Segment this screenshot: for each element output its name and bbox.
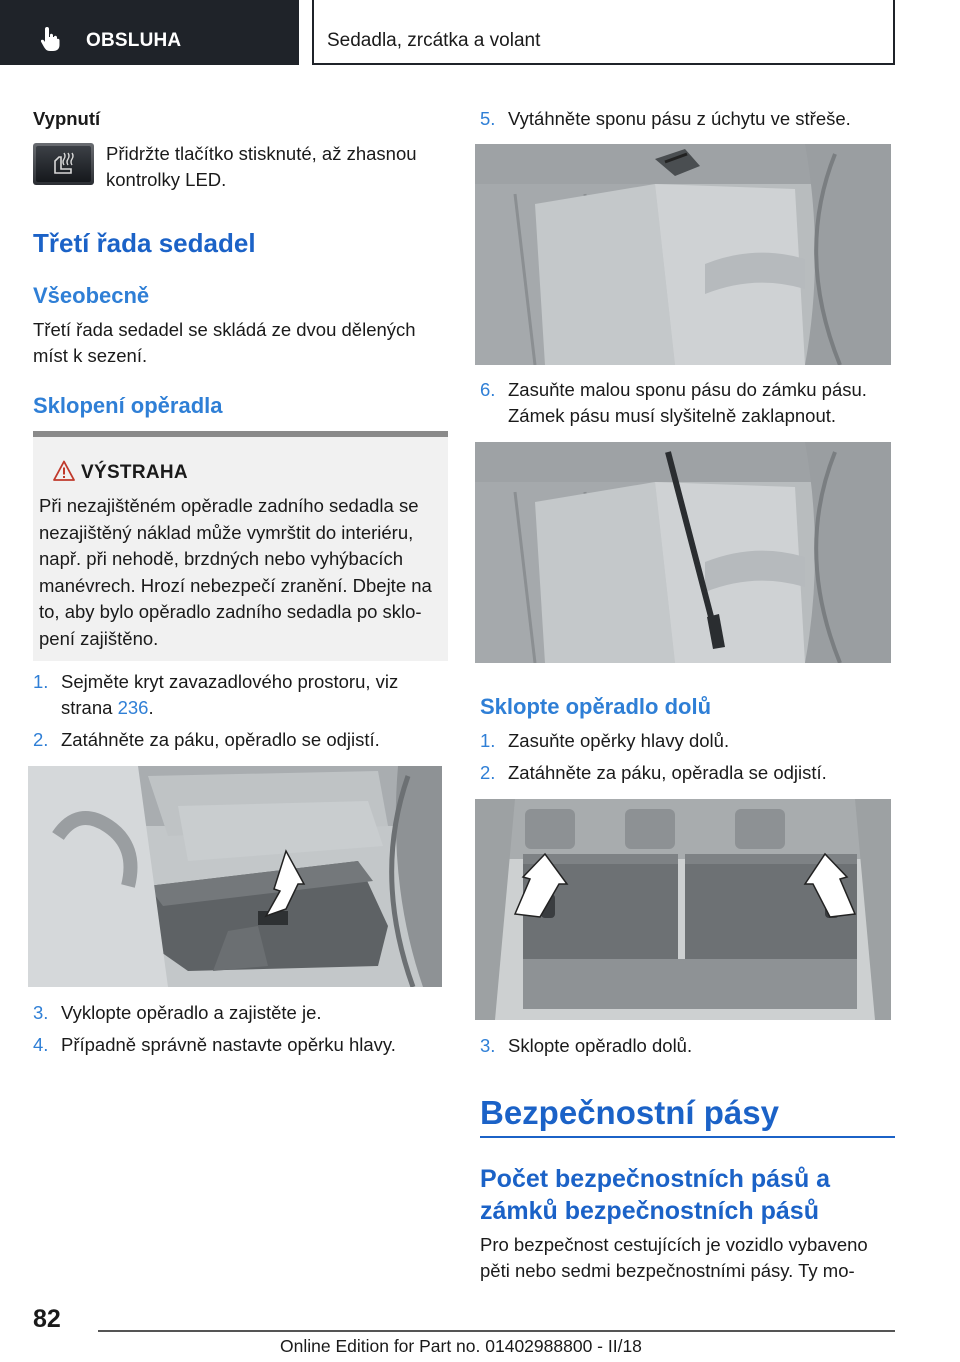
step-number: 6. xyxy=(480,379,496,400)
vypnuti-heading: Vypnutí xyxy=(33,108,101,129)
pocet-text-1: Pro bezpečnost cestujících je vozidlo vybaveno xyxy=(480,1234,868,1255)
heading-pocet-2: zámků bezpečnostních pásů xyxy=(480,1197,819,1225)
step-text-line2: strana 236. xyxy=(61,697,154,718)
heading-rule xyxy=(480,1136,895,1138)
belt-roof-clip-image xyxy=(475,144,891,365)
heading-pocet-1: Počet bezpečnostních pásů a xyxy=(480,1165,831,1193)
heading-sklopte: Sklopte opěradlo dolů xyxy=(480,694,712,719)
seat-heating-icon xyxy=(33,143,94,185)
step-text: Zatáhněte za páku, opěradlo se odjistí. xyxy=(61,729,380,750)
warning-line: pení zajištěno. xyxy=(39,627,159,649)
step-number: 4. xyxy=(33,1034,49,1055)
list-item xyxy=(33,727,448,753)
warning-box xyxy=(33,431,448,661)
page-link-236[interactable]: 236 xyxy=(117,697,149,718)
belt-buckle-insert-image xyxy=(475,442,891,663)
heading-treti-rada: Třetí řada sedadel xyxy=(33,228,256,258)
seatbacks-rear-view-image xyxy=(475,799,891,1020)
vypnuti-text-2: kontrolky LED. xyxy=(106,169,227,190)
list-item xyxy=(480,728,895,754)
footer-rule xyxy=(98,1330,895,1332)
warning-title: VÝSTRAHA xyxy=(81,462,188,483)
step-number: 1. xyxy=(33,671,49,692)
list-item xyxy=(33,1032,448,1058)
step-text: Případně správně nastavte opěrku hlavy. xyxy=(61,1034,396,1055)
footer-edition: Online Edition for Part no. 01402988800 - II/18 xyxy=(280,1336,642,1356)
vseobecne-text-2: míst k sezení. xyxy=(33,345,148,366)
warning-line: např. při nehodě, brzdných nebo vyhýbacích xyxy=(39,548,404,569)
step-text: Zatáhněte za páku, opěradla se odjistí. xyxy=(508,762,827,783)
warning-body xyxy=(39,493,444,652)
step-number: 5. xyxy=(480,108,496,129)
warning-line: manévrech. Hrozí nebezpečí zranění. Dbejte na xyxy=(39,574,432,596)
heading-bezpecnostni-pasy: Bezpečnostní pásy xyxy=(480,1094,779,1131)
chapter-tab-label: OBSLUHA xyxy=(86,30,182,51)
list-item xyxy=(33,1000,448,1026)
step-text: Sejměte kryt zavazadlového prostoru, viz xyxy=(61,671,399,692)
vseobecne-text-1: Třetí řada sedadel se skládá ze dvou dělených xyxy=(33,319,416,340)
heading-vseobecne: Všeobecně xyxy=(33,283,150,308)
step-text: Zasuňte malou sponu pásu do zámku pásu. xyxy=(508,379,867,400)
list-item xyxy=(33,669,448,721)
step-number: 3. xyxy=(33,1002,49,1023)
list-item xyxy=(480,377,895,429)
section-header xyxy=(312,0,895,65)
list-item xyxy=(480,760,895,786)
warning-line: to, aby bylo opěradlo zadního sedadla po sklo- xyxy=(39,601,422,622)
section-title: Sedadla, zrcátka a volant xyxy=(327,30,541,51)
pocet-text-2: pěti nebo sedmi bezpečnostními pásy. Ty mo- xyxy=(480,1260,855,1281)
warning-triangle-icon xyxy=(53,460,75,482)
step-text: Zasuňte opěrky hlavy dolů. xyxy=(508,730,730,751)
vypnuti-text-1: Přidržte tlačítko stisknuté, až zhasnou xyxy=(106,143,417,164)
list-item xyxy=(480,1033,895,1059)
heading-sklopeni: Sklopení opěradla xyxy=(33,393,223,418)
seat-heating-button-image xyxy=(33,143,94,185)
list-item xyxy=(480,106,895,132)
step-text: Vyklopte opěradlo a zajistěte je. xyxy=(61,1002,322,1023)
step-number: 3. xyxy=(480,1035,496,1056)
trunk-lever-image xyxy=(28,766,442,987)
step-number: 2. xyxy=(33,729,49,750)
chapter-tab[interactable] xyxy=(0,0,299,65)
step-text-line2: Zámek pásu musí slyšitelně zaklapnout. xyxy=(508,405,837,426)
step-number: 1. xyxy=(480,730,496,751)
page-number: 82 xyxy=(33,1305,61,1333)
step-text: Vytáhněte sponu pásu z úchytu ve střeše. xyxy=(508,108,851,129)
hand-pointer-icon xyxy=(40,26,62,52)
warning-line: nezajištěný náklad může vymrštit do interiéru, xyxy=(39,521,414,543)
step-number: 2. xyxy=(480,762,496,783)
step-text: Sklopte opěradlo dolů. xyxy=(508,1035,693,1056)
warning-line: Při nezajištěném opěradle zadního sedadla se xyxy=(39,495,419,516)
